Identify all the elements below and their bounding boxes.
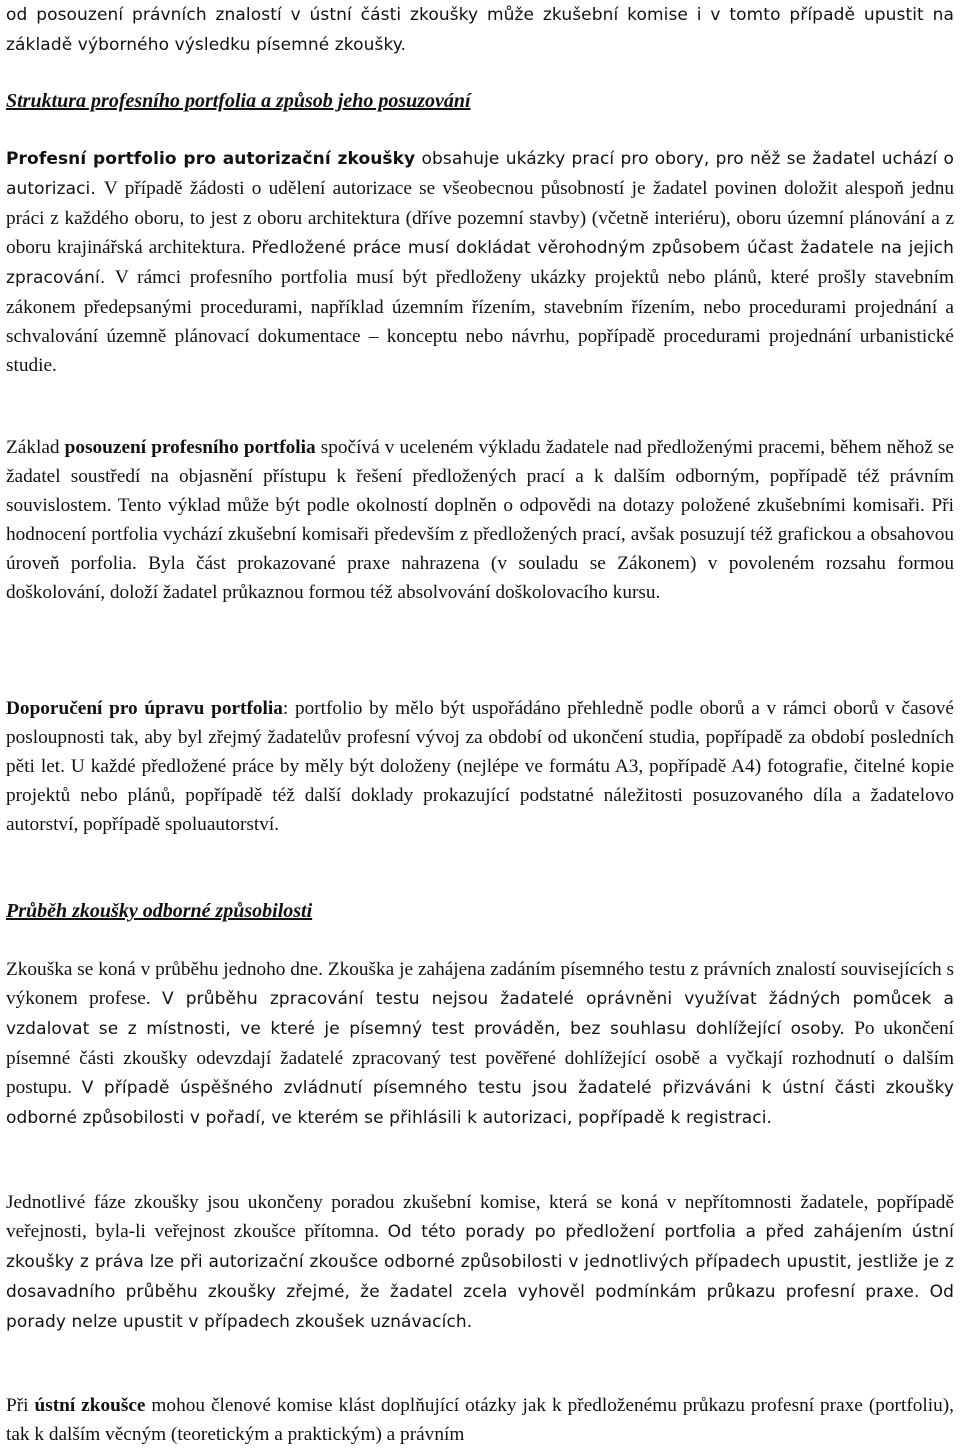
recommendation-text: : portfolio by mělo být uspořádáno přehledně podle oborů a v rámci oborů v časové posloupnosti tak, aby byl zřejmý žadatelův profesní vývoj za období od ukončení studia, popřípadě za období posledních pěti let. U každé předložené práce by měly být doloženy (nejlépe ve formátu A3, popřípadě A4) fotografie, čitelné kopie projektů nebo plánů, popřípadě též další doklady prokazující podstatné náležitosti posuzovaného díla a žadatelovo autorství, popřípadě spoluautorství. [6,698,954,835]
portfolio-term: Profesní portfolio pro autorizační zkoušky [6,149,416,169]
portfolio-text-4: V rámci profesního portfolia musí být předloženy ukázky projektů nebo plánů, které prošly stavebním zákonem předepsanými procedurami, například územním řízením, stavebním řízením, nebo procedurami projednání a schvalování územně plánovací dokumentace – konceptu nebo návrhu, popřípadě procedurami projednání urbanistické studie. [6,267,954,376]
intro-paragraph [6,0,954,60]
exam-course-paragraph [6,955,954,1133]
oral-exam-paragraph [6,1391,954,1449]
exam-course-text-3: Po ukončení písemné části zkoušky odevzdají žadatelé zpracovaný test pověřené dohlížející osobě a vyčkají rozhodnutí o dalším postupu. [6,1018,954,1098]
assessment-term: posouzení profesního portfolia [64,437,316,458]
assessment-text-1: Základ [6,437,65,458]
phases-text-2: Od této porady po předložení portfolia a před zahájením ústní zkoušky z práva lze při autorizační zkoušce odborné způsobilosti v jednotlivých případech upustit, jestliže je z dosavadního průběhu zkoušky zřejmé, že žadatel zcela vyhověl podmínkám průkazu profesní praxe. Od porady nelze upustit v případech zkoušek uznávacích. [6,1222,955,1332]
assessment-paragraph [6,433,954,607]
phases-paragraph [6,1188,954,1337]
exam-course-text-4: V případě úspěšného zvládnutí písemného testu jsou žadatelé přizváváni k ústní části zkoušky odborné způsobilosti v pořadí, ve kterém se přihlásili k autorizaci, popřípadě k registraci. [6,1078,954,1128]
section-heading-portfolio: Struktura profesního portfolia a způsob jeho posuzování [6,90,471,112]
intro-text: od posouzení právních znalostí v ústní části zkoušky může zkušební komise i v tomto případě upustit na základě výborného výsledku písemné zkoušky. [6,5,954,55]
oral-exam-text-1: Při [6,1395,35,1416]
section-heading-exam-course: Průběh zkoušky odborné způsobilosti [6,900,313,922]
portfolio-text-2: V případě žádosti o udělení autorizace se všeobecnou působností je žadatel povinen doložit alespoň jednu práci z každého oboru, to jest z oboru architektura (dříve pozemní stavby) (včetně interiéru), oboru územní plánování a z oboru krajinářská architektura. [6,178,955,258]
oral-exam-term: ústní zkoušce [34,1395,146,1416]
exam-course-text-1: Zkouška se koná v průběhu jednoho dne. Zkouška je zahájena zadáním písemného testu z právních znalostí souvisejících s výkonem profese. [6,959,954,1009]
oral-exam-text-2: mohou členové komise klást doplňující otázky jak k předloženému průkazu profesní praxe (portfoliu), tak k dalším věcným (teoretickým a praktickým) a právním [6,1395,954,1445]
portfolio-structure-paragraph [6,144,954,380]
portfolio-text-1: obsahuje ukázky prací pro obory, pro něž se žadatel uchází o autorizaci. [6,149,955,199]
portfolio-text-3: Předložené práce musí dokládat věrohodným způsobem účast žadatele na jejich zpracování. [6,238,954,288]
recommendation-term: Doporučení pro úpravu portfolia [6,698,283,719]
assessment-text-2: spočívá v uceleném výkladu žadatele nad předloženými pracemi, během něhož se žadatel soustředí na objasnění přístupu k řešení předložených prací a k dalším odborným, popřípadě též právním souvislostem. Tento výklad může být podle okolností doplněn o odpovědi na dotazy položené zkušebními komisaři. Při hodnocení portfolia vychází zkušební komisaři především z předložených prací, avšak posuzují též grafickou a obsahovou úroveň porfolia. Byla část prokazované praxe nahrazena (v souladu se Zákonem) v povoleném rozsahu formou doškolování, doloží žadatel průkaznou formou též absolvování doškolovacího kursu. [6,437,954,603]
exam-course-text-2: V průběhu zpracování testu nejsou žadatelé oprávněni využívat žádných pomůcek a vzdalovat se z místnosti, ve které je písemný test prováděn, bez souhlasu dohlížející osoby. [6,989,954,1039]
recommendation-paragraph [6,694,954,839]
phases-text-1: Jednotlivé fáze zkoušky jsou ukončeny poradou zkušební komise, která se koná v nepřítomnosti žadatele, popřípadě veřejnosti, byla-li veřejnost zkoušce přítomna. [6,1192,954,1242]
